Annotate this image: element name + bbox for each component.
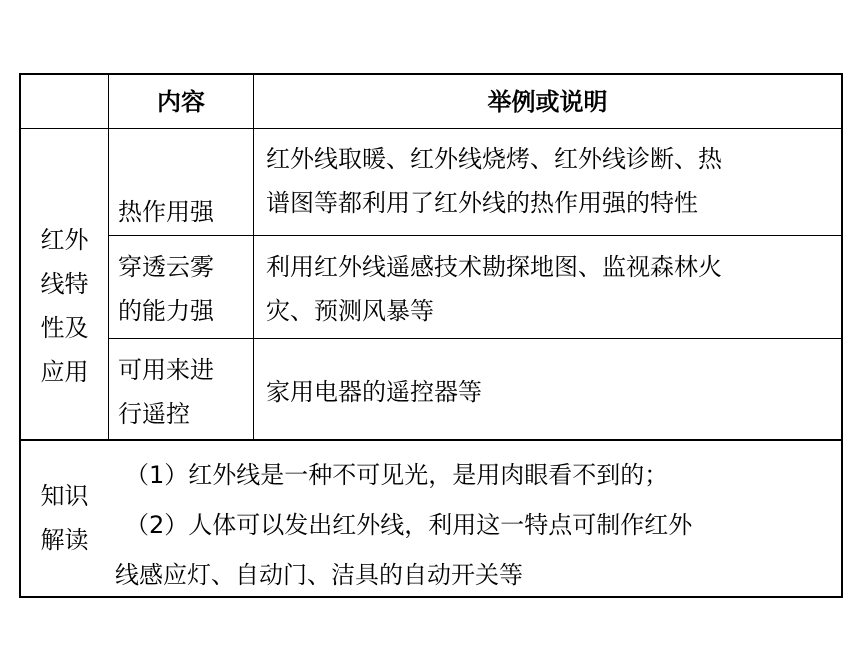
example-line: 利用红外线遥感技术勘探地图、监视森林火 — [266, 253, 722, 281]
content-line: 可用来进 — [118, 356, 214, 384]
interpretation-line: （1）红外线是一种不可见光，是用肉眼看不到的； — [125, 461, 669, 489]
section-label-line: 解读 — [40, 526, 89, 554]
example-line: 红外线取暖、红外线烧烤、红外线诊断、热 — [266, 145, 722, 173]
row-penetration-content — [109, 236, 253, 338]
row-remote-example — [254, 339, 841, 439]
row-heat-content — [109, 129, 253, 235]
section-label-line: 知识 — [40, 482, 89, 510]
header-content — [109, 75, 253, 128]
content-line: 的能力强 — [118, 297, 214, 325]
interpretation-line: （2）人体可以发出红外线，利用这一特点可制作红外 — [125, 511, 693, 539]
interpretation-line: 线感应灯、自动门、洁具的自动开关等 — [115, 561, 523, 589]
header-example-label: 举例或说明 — [487, 87, 608, 116]
header-example — [254, 75, 841, 128]
example-line: 家用电器的遥控器等 — [266, 378, 482, 406]
section-label-interpretation — [21, 441, 108, 596]
section-label-line: 红外 — [40, 226, 89, 254]
section-label-application — [21, 129, 108, 439]
section-label-line: 应用 — [40, 358, 89, 386]
content-line: 穿透云雾 — [118, 253, 214, 281]
content-line: 热作用强 — [118, 198, 214, 226]
content-line: 行遥控 — [118, 400, 190, 428]
row-penetration-example — [254, 236, 841, 338]
section-label-line: 性及 — [40, 314, 89, 342]
row-heat-example — [254, 129, 841, 235]
interpretation-text — [109, 441, 841, 596]
section-label-line: 线特 — [40, 270, 89, 298]
row-remote-content — [109, 339, 253, 439]
example-line: 谱图等都利用了红外线的热作用强的特性 — [266, 189, 698, 217]
header-content-label: 内容 — [157, 87, 205, 116]
example-line: 灾、预测风暴等 — [266, 297, 434, 325]
